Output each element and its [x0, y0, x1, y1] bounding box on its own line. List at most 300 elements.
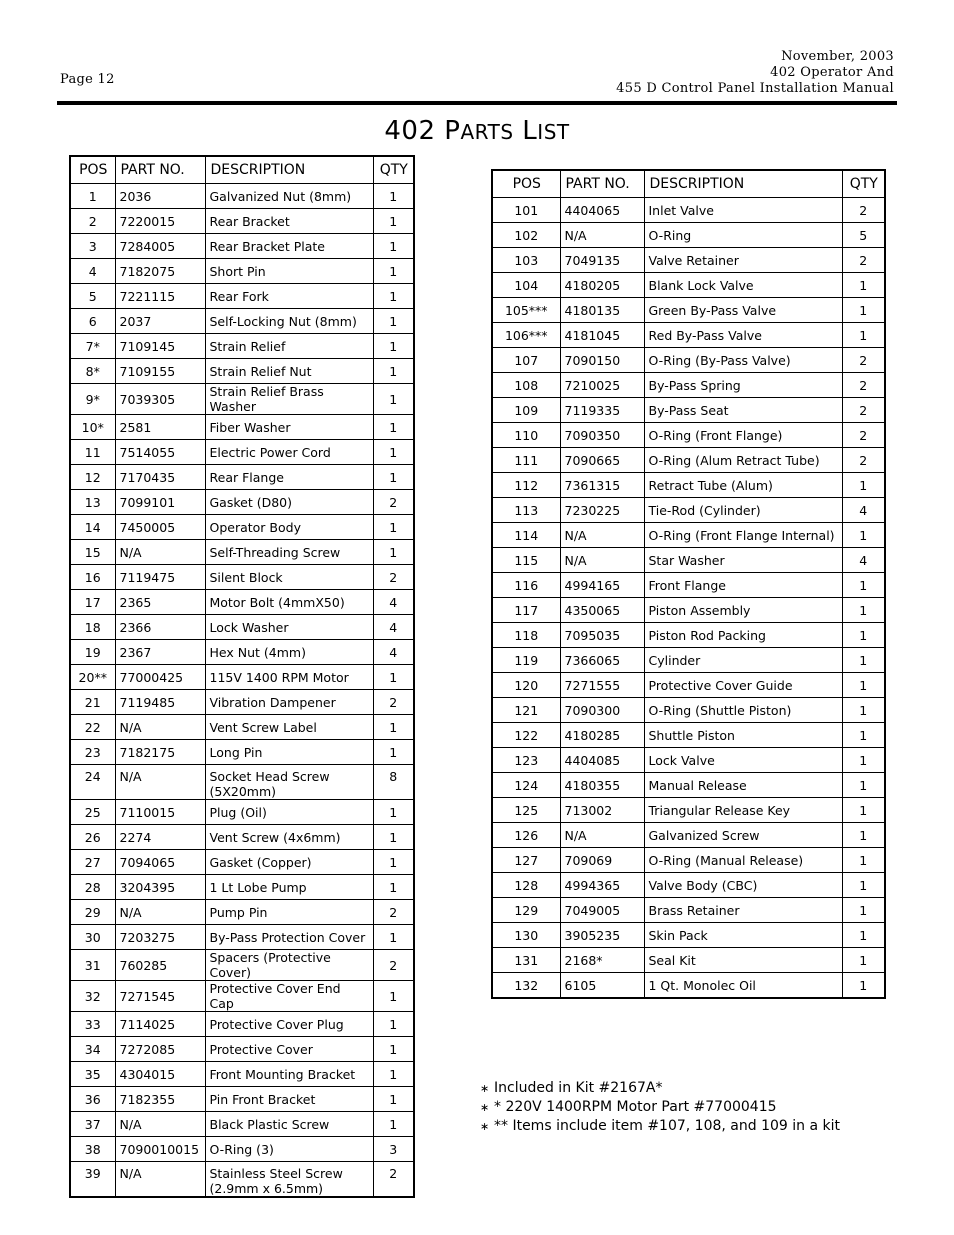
table-row: [70, 950, 414, 981]
cell-desc: Self-Locking Nut (8mm): [205, 309, 373, 334]
cell-part: N/A: [115, 540, 205, 565]
table-row: [492, 573, 885, 598]
cell-qty: 1: [842, 298, 885, 323]
cell-pos: 121: [492, 698, 560, 723]
cell-pos: 125: [492, 798, 560, 823]
cell-pos: 101: [492, 198, 560, 223]
cell-qty: 1: [373, 825, 414, 850]
parts-table-right: [491, 169, 886, 999]
cell-part: 4404085: [560, 748, 644, 773]
cell-desc: Rear Bracket Plate: [205, 234, 373, 259]
cell-part: 7090150: [560, 348, 644, 373]
cell-part: 7514055: [115, 440, 205, 465]
cell-desc: Lock Washer: [205, 615, 373, 640]
cell-qty: 1: [373, 540, 414, 565]
cell-qty: 1: [373, 925, 414, 950]
cell-qty: 1: [842, 798, 885, 823]
cell-qty: 1: [842, 698, 885, 723]
cell-pos: 110: [492, 423, 560, 448]
cell-part: 2274: [115, 825, 205, 850]
cell-part: 7272085: [115, 1037, 205, 1062]
cell-pos: 38: [70, 1137, 115, 1162]
cell-pos: 15: [70, 540, 115, 565]
table-row: [492, 648, 885, 673]
cell-desc: Plug (Oil): [205, 800, 373, 825]
cell-part: 7182355: [115, 1087, 205, 1112]
table-row: [492, 748, 885, 773]
table-row: [492, 923, 885, 948]
table-row: [70, 209, 414, 234]
cell-desc: O-Ring (Manual Release): [644, 848, 842, 873]
cell-pos: 8*: [70, 359, 115, 384]
table-row: [492, 273, 885, 298]
cell-desc: Gasket (D80): [205, 490, 373, 515]
col-header-desc: DESCRIPTION: [205, 156, 373, 184]
cell-part: 7109155: [115, 359, 205, 384]
cell-desc: By-Pass Spring: [644, 373, 842, 398]
table-row: [492, 698, 885, 723]
cell-qty: 1: [373, 875, 414, 900]
cell-part: 7203275: [115, 925, 205, 950]
cell-pos: 23: [70, 740, 115, 765]
cell-qty: 1: [842, 948, 885, 973]
cell-part: 2168*: [560, 948, 644, 973]
table-row: [70, 850, 414, 875]
table-row: [492, 523, 885, 548]
cell-qty: 1: [842, 623, 885, 648]
cell-desc: Galvanized Nut (8mm): [205, 184, 373, 209]
cell-pos: 109: [492, 398, 560, 423]
cell-part: 4180285: [560, 723, 644, 748]
table-row: [70, 490, 414, 515]
cell-pos: 21: [70, 690, 115, 715]
cell-desc: Tie-Rod (Cylinder): [644, 498, 842, 523]
cell-part: 4180135: [560, 298, 644, 323]
cell-qty: 1: [373, 715, 414, 740]
table-row: [492, 673, 885, 698]
table-row: [492, 823, 885, 848]
cell-part: 2366: [115, 615, 205, 640]
cell-desc: Red By-Pass Valve: [644, 323, 842, 348]
table-row: [70, 615, 414, 640]
title-word1: PARTS: [444, 116, 514, 146]
cell-desc: Black Plastic Screw: [205, 1112, 373, 1137]
cell-qty: 1: [842, 473, 885, 498]
cell-qty: 1: [373, 440, 414, 465]
cell-pos: 2: [70, 209, 115, 234]
cell-pos: 117: [492, 598, 560, 623]
cell-qty: 2: [842, 423, 885, 448]
cell-pos: 29: [70, 900, 115, 925]
cell-desc: 1 Qt. Monolec Oil: [644, 973, 842, 999]
cell-part: 713002: [560, 798, 644, 823]
cell-part: 2036: [115, 184, 205, 209]
cell-pos: 115: [492, 548, 560, 573]
cell-desc: Rear Flange: [205, 465, 373, 490]
table-row: [492, 773, 885, 798]
cell-qty: 1: [842, 323, 885, 348]
cell-desc: Rear Fork: [205, 284, 373, 309]
cell-pos: 17: [70, 590, 115, 615]
table-row: [492, 973, 885, 999]
cell-part: 7049005: [560, 898, 644, 923]
cell-pos: 11: [70, 440, 115, 465]
cell-qty: 8: [373, 765, 414, 800]
cell-part: 7099101: [115, 490, 205, 515]
table-row: [492, 323, 885, 348]
cell-part: 709069: [560, 848, 644, 873]
table-row: [492, 423, 885, 448]
cell-qty: 1: [373, 800, 414, 825]
cell-desc: Galvanized Screw: [644, 823, 842, 848]
cell-part: 7039305: [115, 384, 205, 415]
cell-part: 7366065: [560, 648, 644, 673]
cell-pos: 127: [492, 848, 560, 873]
table-row: [70, 1137, 414, 1162]
cell-desc: Pin Front Bracket: [205, 1087, 373, 1112]
cell-pos: 39: [70, 1162, 115, 1198]
cell-desc: Pump Pin: [205, 900, 373, 925]
col-header-part: PART NO.: [115, 156, 205, 184]
cell-pos: 129: [492, 898, 560, 923]
table-row: [70, 1037, 414, 1062]
cell-part: 7361315: [560, 473, 644, 498]
header-line3: 455 D Control Panel Installation Manual: [616, 81, 894, 96]
cell-pos: 122: [492, 723, 560, 748]
cell-part: 7450005: [115, 515, 205, 540]
cell-part: N/A: [115, 715, 205, 740]
cell-part: 7090350: [560, 423, 644, 448]
cell-qty: 1: [842, 748, 885, 773]
cell-part: 4181045: [560, 323, 644, 348]
cell-qty: 1: [842, 773, 885, 798]
table-row: [70, 1062, 414, 1087]
cell-part: 2367: [115, 640, 205, 665]
cell-qty: 2: [373, 900, 414, 925]
cell-part: 7049135: [560, 248, 644, 273]
cell-pos: 35: [70, 1062, 115, 1087]
table-row: [70, 184, 414, 209]
asterisk-icon: ∗: [480, 1082, 490, 1095]
cell-pos: 18: [70, 615, 115, 640]
cell-desc: Motor Bolt (4mmX50): [205, 590, 373, 615]
cell-desc: Piston Assembly: [644, 598, 842, 623]
cell-desc: Front Flange: [644, 573, 842, 598]
table-row: [70, 234, 414, 259]
cell-qty: 1: [842, 873, 885, 898]
table-row: [70, 981, 414, 1012]
cell-qty: 1: [373, 209, 414, 234]
cell-qty: 5: [842, 223, 885, 248]
cell-part: 7094065: [115, 850, 205, 875]
cell-qty: 1: [373, 665, 414, 690]
cell-desc: Hex Nut (4mm): [205, 640, 373, 665]
cell-qty: 2: [373, 565, 414, 590]
cell-desc: Spacers (Protective Cover): [205, 950, 373, 981]
cell-part: 6105: [560, 973, 644, 999]
table-row: [70, 440, 414, 465]
cell-desc: Operator Body: [205, 515, 373, 540]
cell-pos: 20**: [70, 665, 115, 690]
cell-part: 2581: [115, 415, 205, 440]
cell-desc: Protective Cover End Cap: [205, 981, 373, 1012]
cell-qty: 2: [842, 198, 885, 223]
cell-desc: Short Pin: [205, 259, 373, 284]
cell-qty: 2: [842, 398, 885, 423]
cell-qty: 1: [373, 1062, 414, 1087]
header-date: November, 2003: [781, 49, 894, 64]
cell-pos: 9*: [70, 384, 115, 415]
cell-pos: 3: [70, 234, 115, 259]
cell-qty: 1: [373, 1087, 414, 1112]
cell-desc: Electric Power Cord: [205, 440, 373, 465]
table-row: [492, 548, 885, 573]
cell-desc: 115V 1400 RPM Motor: [205, 665, 373, 690]
cell-pos: 13: [70, 490, 115, 515]
cell-qty: 1: [373, 465, 414, 490]
cell-desc: Triangular Release Key: [644, 798, 842, 823]
cell-qty: 4: [373, 615, 414, 640]
cell-part: 7221115: [115, 284, 205, 309]
cell-pos: 32: [70, 981, 115, 1012]
col-header-qty: QTY: [373, 156, 414, 184]
cell-desc: Protective Cover Guide: [644, 673, 842, 698]
parts-table-left: [69, 155, 415, 1198]
table-row: [492, 723, 885, 748]
cell-pos: 103: [492, 248, 560, 273]
cell-part: 7271545: [115, 981, 205, 1012]
header-divider: [57, 101, 897, 105]
cell-pos: 123: [492, 748, 560, 773]
table-row: [492, 348, 885, 373]
cell-part: N/A: [115, 1112, 205, 1137]
cell-part: 7090010015: [115, 1137, 205, 1162]
table-row: [492, 248, 885, 273]
footnote: ∗ Included in Kit #2167A*: [480, 1080, 663, 1096]
cell-desc: Silent Block: [205, 565, 373, 590]
cell-part: 7170435: [115, 465, 205, 490]
cell-qty: 2: [373, 950, 414, 981]
cell-pos: 10*: [70, 415, 115, 440]
table-row: [70, 900, 414, 925]
cell-qty: 1: [373, 184, 414, 209]
title-number: 402: [384, 116, 436, 146]
cell-part: 7119485: [115, 690, 205, 715]
table-row: [70, 590, 414, 615]
cell-pos: 6: [70, 309, 115, 334]
cell-desc: Seal Kit: [644, 948, 842, 973]
cell-pos: 30: [70, 925, 115, 950]
table-row: [492, 873, 885, 898]
cell-pos: 26: [70, 825, 115, 850]
cell-pos: 132: [492, 973, 560, 999]
cell-part: 7230225: [560, 498, 644, 523]
cell-qty: 2: [373, 690, 414, 715]
cell-desc: Self-Threading Screw: [205, 540, 373, 565]
cell-qty: 1: [373, 740, 414, 765]
cell-desc: Valve Body (CBC): [644, 873, 842, 898]
cell-qty: 1: [373, 259, 414, 284]
cell-qty: 1: [842, 898, 885, 923]
cell-part: 7220015: [115, 209, 205, 234]
cell-qty: 1: [373, 1112, 414, 1137]
cell-pos: 14: [70, 515, 115, 540]
document-header: [616, 49, 894, 97]
table-row: [70, 415, 414, 440]
cell-qty: 1: [842, 723, 885, 748]
col-header-part: PART NO.: [560, 170, 644, 198]
cell-pos: 126: [492, 823, 560, 848]
asterisk-icon: ∗: [480, 1120, 490, 1133]
table-row: [70, 540, 414, 565]
cell-part: 4994165: [560, 573, 644, 598]
cell-pos: 28: [70, 875, 115, 900]
header-line2: 402 Operator And: [770, 65, 894, 80]
cell-pos: 106***: [492, 323, 560, 348]
cell-qty: 1: [373, 234, 414, 259]
cell-part: 7182075: [115, 259, 205, 284]
cell-qty: 1: [373, 1012, 414, 1037]
cell-desc: Protective Cover Plug: [205, 1012, 373, 1037]
cell-pos: 131: [492, 948, 560, 973]
table-row: [492, 498, 885, 523]
cell-part: 4404065: [560, 198, 644, 223]
cell-qty: 1: [373, 334, 414, 359]
footnotes: [480, 1079, 840, 1136]
cell-qty: 1: [842, 598, 885, 623]
cell-qty: 4: [373, 640, 414, 665]
cell-pos: 114: [492, 523, 560, 548]
cell-desc: Brass Retainer: [644, 898, 842, 923]
table-row: [70, 565, 414, 590]
cell-qty: 1: [842, 673, 885, 698]
cell-desc: O-Ring (Alum Retract Tube): [644, 448, 842, 473]
table-row: [492, 198, 885, 223]
table-row: [70, 825, 414, 850]
cell-pos: 112: [492, 473, 560, 498]
cell-desc: Lock Valve: [644, 748, 842, 773]
cell-part: 7090300: [560, 698, 644, 723]
cell-pos: 104: [492, 273, 560, 298]
cell-desc: Cylinder: [644, 648, 842, 673]
cell-pos: 116: [492, 573, 560, 598]
table-row: [492, 898, 885, 923]
table-row: [70, 465, 414, 490]
table-row: [492, 848, 885, 873]
cell-qty: 2: [842, 248, 885, 273]
cell-pos: 107: [492, 348, 560, 373]
table-row: [70, 800, 414, 825]
cell-part: 4180355: [560, 773, 644, 798]
cell-qty: 1: [373, 309, 414, 334]
cell-part: 7095035: [560, 623, 644, 648]
table-row: [70, 925, 414, 950]
table-row: [70, 259, 414, 284]
cell-desc: O-Ring (Shuttle Piston): [644, 698, 842, 723]
cell-part: 4180205: [560, 273, 644, 298]
cell-pos: 128: [492, 873, 560, 898]
cell-part: 7090665: [560, 448, 644, 473]
cell-qty: 1: [373, 1037, 414, 1062]
cell-qty: 2: [842, 448, 885, 473]
cell-qty: 3: [373, 1137, 414, 1162]
cell-part: 7110015: [115, 800, 205, 825]
cell-part: 7182175: [115, 740, 205, 765]
table-row: [492, 298, 885, 323]
cell-qty: 1: [373, 384, 414, 415]
cell-desc: Manual Release: [644, 773, 842, 798]
cell-pos: 113: [492, 498, 560, 523]
cell-pos: 37: [70, 1112, 115, 1137]
cell-pos: 119: [492, 648, 560, 673]
cell-qty: 1: [842, 848, 885, 873]
cell-qty: 1: [373, 359, 414, 384]
cell-qty: 1: [842, 273, 885, 298]
cell-qty: 1: [842, 573, 885, 598]
table-row: [70, 1087, 414, 1112]
table-row: [492, 448, 885, 473]
table-header-row: [70, 156, 414, 184]
cell-part: 4304015: [115, 1062, 205, 1087]
cell-part: 4350065: [560, 598, 644, 623]
cell-qty: 1: [842, 973, 885, 999]
cell-pos: 4: [70, 259, 115, 284]
cell-pos: 27: [70, 850, 115, 875]
cell-part: 7109145: [115, 334, 205, 359]
table-row: [70, 715, 414, 740]
page-title: [0, 116, 954, 146]
cell-qty: 1: [842, 523, 885, 548]
cell-desc: Long Pin: [205, 740, 373, 765]
table-row: [70, 740, 414, 765]
table-row: [70, 1012, 414, 1037]
cell-desc: Skin Pack: [644, 923, 842, 948]
cell-part: N/A: [560, 223, 644, 248]
col-header-desc: DESCRIPTION: [644, 170, 842, 198]
table-row: [70, 334, 414, 359]
cell-part: 3905235: [560, 923, 644, 948]
cell-desc: Rear Bracket: [205, 209, 373, 234]
table-row: [70, 1112, 414, 1137]
cell-desc: O-Ring (Front Flange): [644, 423, 842, 448]
cell-part: 2365: [115, 590, 205, 615]
cell-desc: Stainless Steel Screw (2.9mm x 6.5mm): [205, 1162, 373, 1198]
cell-part: 3204395: [115, 875, 205, 900]
cell-desc: Piston Rod Packing: [644, 623, 842, 648]
cell-desc: O-Ring (3): [205, 1137, 373, 1162]
cell-pos: 111: [492, 448, 560, 473]
cell-pos: 31: [70, 950, 115, 981]
cell-pos: 102: [492, 223, 560, 248]
table-row: [70, 309, 414, 334]
asterisk-icon: ∗: [480, 1101, 490, 1114]
cell-qty: 4: [842, 548, 885, 573]
cell-qty: 1: [373, 981, 414, 1012]
table-row: [70, 665, 414, 690]
cell-pos: 16: [70, 565, 115, 590]
cell-desc: By-Pass Seat: [644, 398, 842, 423]
cell-desc: O-Ring: [644, 223, 842, 248]
col-header-pos: POS: [492, 170, 560, 198]
cell-pos: 19: [70, 640, 115, 665]
table-row: [492, 473, 885, 498]
cell-part: 760285: [115, 950, 205, 981]
cell-part: N/A: [560, 823, 644, 848]
cell-pos: 118: [492, 623, 560, 648]
cell-qty: 2: [842, 373, 885, 398]
table-row: [492, 623, 885, 648]
cell-desc: Retract Tube (Alum): [644, 473, 842, 498]
